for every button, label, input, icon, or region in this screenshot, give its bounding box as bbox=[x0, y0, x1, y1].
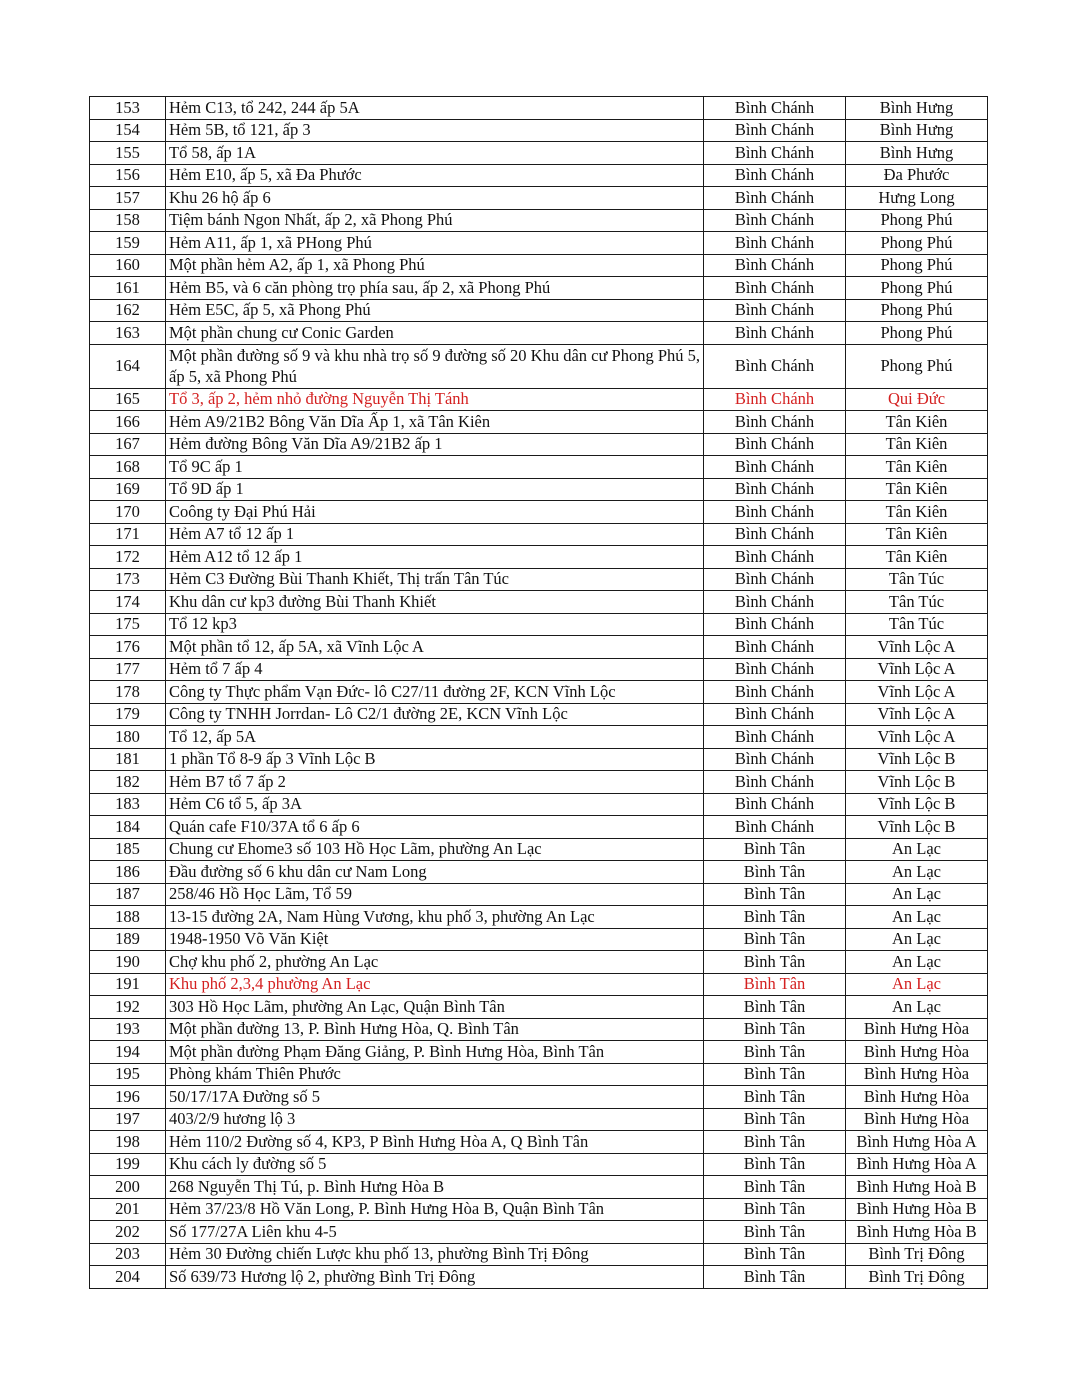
table-row bbox=[90, 591, 988, 614]
district-cell: Bình Chánh bbox=[704, 501, 846, 524]
ward-cell: Bình Hưng Hòa A bbox=[846, 1153, 988, 1176]
ward-cell: Bình Hưng Hòa bbox=[846, 1018, 988, 1041]
table-row bbox=[90, 726, 988, 749]
row-number-cell: 162 bbox=[90, 299, 166, 322]
ward-cell: Vĩnh Lộc A bbox=[846, 681, 988, 704]
ward-cell: Bình Trị Đông bbox=[846, 1243, 988, 1266]
ward-cell: Tân Kiên bbox=[846, 523, 988, 546]
address-cell: Khu 26 hộ ấp 6 bbox=[166, 187, 704, 210]
district-cell: Bình Chánh bbox=[704, 703, 846, 726]
row-number-cell: 154 bbox=[90, 119, 166, 142]
district-cell: Bình Tân bbox=[704, 1153, 846, 1176]
table-row bbox=[90, 658, 988, 681]
district-cell: Bình Chánh bbox=[704, 411, 846, 434]
table-row bbox=[90, 973, 988, 996]
ward-cell: Bình Hưng bbox=[846, 142, 988, 165]
address-cell: Công ty Thực phẩm Vạn Đức- lô C27/11 đường 2F, KCN Vĩnh Lộc bbox=[166, 681, 704, 704]
address-cell: Chung cư Ehome3 số 103 Hồ Học Lãm, phường An Lạc bbox=[166, 838, 704, 861]
address-cell: Hẻm B7 tổ 7 ấp 2 bbox=[166, 771, 704, 794]
table-row bbox=[90, 299, 988, 322]
address-cell: Tổ 9C ấp 1 bbox=[166, 456, 704, 479]
district-cell: Bình Tân bbox=[704, 1018, 846, 1041]
address-cell: Công ty TNHH Jorrdan- Lô C2/1 đường 2E, KCN Vĩnh Lộc bbox=[166, 703, 704, 726]
district-cell: Bình Tân bbox=[704, 1131, 846, 1154]
address-cell: Hẻm 37/23/8 Hồ Văn Long, P. Bình Hưng Hòa B, Quận Bình Tân bbox=[166, 1198, 704, 1221]
row-number-cell: 171 bbox=[90, 523, 166, 546]
table-row bbox=[90, 1131, 988, 1154]
ward-cell: Vĩnh Lộc B bbox=[846, 816, 988, 839]
address-cell: Một phần đường 13, P. Bình Hưng Hòa, Q. Bình Tân bbox=[166, 1018, 704, 1041]
address-cell: Hẻm E5C, ấp 5, xã Phong Phú bbox=[166, 299, 704, 322]
table-row bbox=[90, 636, 988, 659]
district-cell: Bình Chánh bbox=[704, 142, 846, 165]
district-cell: Bình Tân bbox=[704, 996, 846, 1019]
table-row bbox=[90, 1018, 988, 1041]
table-row bbox=[90, 1198, 988, 1221]
address-cell: 1948-1950 Võ Văn Kiệt bbox=[166, 928, 704, 951]
address-cell: Chợ khu phố 2, phường An Lạc bbox=[166, 951, 704, 974]
row-number-cell: 199 bbox=[90, 1153, 166, 1176]
ward-cell: Tân Kiên bbox=[846, 433, 988, 456]
district-cell: Bình Tân bbox=[704, 973, 846, 996]
table-row bbox=[90, 254, 988, 277]
row-number-cell: 186 bbox=[90, 861, 166, 884]
district-cell: Bình Tân bbox=[704, 883, 846, 906]
ward-cell: Bình Hưng bbox=[846, 119, 988, 142]
address-cell: Một phần chung cư Conic Garden bbox=[166, 322, 704, 345]
ward-cell: Bình Hưng bbox=[846, 97, 988, 120]
ward-cell: Tân Kiên bbox=[846, 478, 988, 501]
address-cell: Hẻm B5, và 6 căn phòng trọ phía sau, ấp 2, xã Phong Phú bbox=[166, 277, 704, 300]
ward-cell: Bình Hưng Hòa bbox=[846, 1108, 988, 1131]
district-cell: Bình Tân bbox=[704, 1063, 846, 1086]
district-cell: Bình Tân bbox=[704, 1221, 846, 1244]
address-cell: Hẻm 110/2 Đường số 4, KP3, P Bình Hưng Hòa A, Q Bình Tân bbox=[166, 1131, 704, 1154]
row-number-cell: 155 bbox=[90, 142, 166, 165]
address-cell: Một phần đường số 9 và khu nhà trọ số 9 đường số 20 Khu dân cư Phong Phú 5, ấp 5, xã Phong Phú bbox=[166, 344, 704, 388]
ward-cell: Hưng Long bbox=[846, 187, 988, 210]
district-cell: Bình Chánh bbox=[704, 456, 846, 479]
address-cell: Tổ 12 kp3 bbox=[166, 613, 704, 636]
ward-cell: An Lạc bbox=[846, 883, 988, 906]
ward-cell: Bình Hưng Hòa A bbox=[846, 1131, 988, 1154]
ward-cell: Bình Hưng Hoà B bbox=[846, 1176, 988, 1199]
row-number-cell: 170 bbox=[90, 501, 166, 524]
table-row bbox=[90, 164, 988, 187]
ward-cell: Tân Túc bbox=[846, 568, 988, 591]
row-number-cell: 200 bbox=[90, 1176, 166, 1199]
row-number-cell: 177 bbox=[90, 658, 166, 681]
row-number-cell: 179 bbox=[90, 703, 166, 726]
address-cell: Quán cafe F10/37A tổ 6 ấp 6 bbox=[166, 816, 704, 839]
district-cell: Bình Chánh bbox=[704, 681, 846, 704]
table-row bbox=[90, 1041, 988, 1064]
ward-cell: An Lạc bbox=[846, 928, 988, 951]
row-number-cell: 191 bbox=[90, 973, 166, 996]
ward-cell: Tân Túc bbox=[846, 591, 988, 614]
district-cell: Bình Chánh bbox=[704, 591, 846, 614]
address-cell: Tổ 58, ấp 1A bbox=[166, 142, 704, 165]
address-cell: 258/46 Hồ Học Lãm, Tổ 59 bbox=[166, 883, 704, 906]
district-cell: Bình Chánh bbox=[704, 187, 846, 210]
address-cell: Số 177/27A Liên khu 4-5 bbox=[166, 1221, 704, 1244]
row-number-cell: 160 bbox=[90, 254, 166, 277]
row-number-cell: 178 bbox=[90, 681, 166, 704]
ward-cell: Vĩnh Lộc B bbox=[846, 793, 988, 816]
table-row bbox=[90, 1086, 988, 1109]
district-cell: Bình Chánh bbox=[704, 344, 846, 388]
row-number-cell: 166 bbox=[90, 411, 166, 434]
row-number-cell: 184 bbox=[90, 816, 166, 839]
district-cell: Bình Chánh bbox=[704, 388, 846, 411]
row-number-cell: 204 bbox=[90, 1266, 166, 1289]
table-row bbox=[90, 411, 988, 434]
table-row bbox=[90, 838, 988, 861]
table-row bbox=[90, 771, 988, 794]
row-number-cell: 193 bbox=[90, 1018, 166, 1041]
table-row bbox=[90, 1176, 988, 1199]
ward-cell: Phong Phú bbox=[846, 344, 988, 388]
address-cell: Khu phố 2,3,4 phường An Lạc bbox=[166, 973, 704, 996]
address-cell: Phòng khám Thiên Phước bbox=[166, 1063, 704, 1086]
address-cell: Hẻm 30 Đường chiến Lược khu phố 13, phường Bình Trị Đông bbox=[166, 1243, 704, 1266]
district-cell: Bình Tân bbox=[704, 1041, 846, 1064]
district-cell: Bình Chánh bbox=[704, 658, 846, 681]
ward-cell: Bình Hưng Hòa bbox=[846, 1063, 988, 1086]
district-cell: Bình Chánh bbox=[704, 254, 846, 277]
row-number-cell: 172 bbox=[90, 546, 166, 569]
table-row bbox=[90, 187, 988, 210]
district-cell: Bình Chánh bbox=[704, 478, 846, 501]
address-cell: Một phần tổ 12, ấp 5A, xã Vĩnh Lộc A bbox=[166, 636, 704, 659]
address-cell: Tiệm bánh Ngon Nhất, ấp 2, xã Phong Phú bbox=[166, 209, 704, 232]
ward-cell: Bình Hưng Hòa B bbox=[846, 1198, 988, 1221]
district-cell: Bình Tân bbox=[704, 861, 846, 884]
table-row bbox=[90, 546, 988, 569]
ward-cell: Tân Kiên bbox=[846, 501, 988, 524]
row-number-cell: 196 bbox=[90, 1086, 166, 1109]
table-row bbox=[90, 861, 988, 884]
district-cell: Bình Tân bbox=[704, 951, 846, 974]
table-row bbox=[90, 703, 988, 726]
address-cell: 303 Hồ Học Lãm, phường An Lạc, Quận Bình Tân bbox=[166, 996, 704, 1019]
address-cell: Hẻm đường Bông Văn Dĩa A9/21B2 ấp 1 bbox=[166, 433, 704, 456]
district-cell: Bình Chánh bbox=[704, 277, 846, 300]
table-row bbox=[90, 142, 988, 165]
row-number-cell: 190 bbox=[90, 951, 166, 974]
row-number-cell: 192 bbox=[90, 996, 166, 1019]
ward-cell: Vĩnh Lộc B bbox=[846, 748, 988, 771]
row-number-cell: 167 bbox=[90, 433, 166, 456]
district-cell: Bình Chánh bbox=[704, 613, 846, 636]
table-row bbox=[90, 748, 988, 771]
ward-cell: An Lạc bbox=[846, 906, 988, 929]
district-cell: Bình Chánh bbox=[704, 164, 846, 187]
address-cell: Tổ 9D ấp 1 bbox=[166, 478, 704, 501]
address-table bbox=[89, 96, 988, 1289]
row-number-cell: 180 bbox=[90, 726, 166, 749]
address-cell: Hẻm A7 tổ 12 ấp 1 bbox=[166, 523, 704, 546]
ward-cell: An Lạc bbox=[846, 996, 988, 1019]
row-number-cell: 153 bbox=[90, 97, 166, 120]
row-number-cell: 183 bbox=[90, 793, 166, 816]
district-cell: Bình Chánh bbox=[704, 748, 846, 771]
table-row bbox=[90, 344, 988, 388]
district-cell: Bình Tân bbox=[704, 1198, 846, 1221]
district-cell: Bình Tân bbox=[704, 1086, 846, 1109]
row-number-cell: 174 bbox=[90, 591, 166, 614]
ward-cell: Vĩnh Lộc A bbox=[846, 658, 988, 681]
district-cell: Bình Tân bbox=[704, 838, 846, 861]
table-row bbox=[90, 1153, 988, 1176]
table-row bbox=[90, 1063, 988, 1086]
row-number-cell: 176 bbox=[90, 636, 166, 659]
row-number-cell: 181 bbox=[90, 748, 166, 771]
row-number-cell: 159 bbox=[90, 232, 166, 255]
district-cell: Bình Chánh bbox=[704, 97, 846, 120]
row-number-cell: 188 bbox=[90, 906, 166, 929]
row-number-cell: 185 bbox=[90, 838, 166, 861]
address-cell: Hẻm A9/21B2 Bông Văn Dĩa Ấp 1, xã Tân Kiên bbox=[166, 411, 704, 434]
table-row bbox=[90, 951, 988, 974]
row-number-cell: 195 bbox=[90, 1063, 166, 1086]
address-cell: Khu cách ly đường số 5 bbox=[166, 1153, 704, 1176]
address-cell: 1 phần Tổ 8-9 ấp 3 Vĩnh Lộc B bbox=[166, 748, 704, 771]
ward-cell: Tân Kiên bbox=[846, 456, 988, 479]
district-cell: Bình Chánh bbox=[704, 232, 846, 255]
table-row bbox=[90, 1221, 988, 1244]
ward-cell: Bình Hưng Hòa B bbox=[846, 1221, 988, 1244]
table-row bbox=[90, 613, 988, 636]
address-cell: Hẻm A12 tổ 12 ấp 1 bbox=[166, 546, 704, 569]
district-cell: Bình Chánh bbox=[704, 209, 846, 232]
ward-cell: Vĩnh Lộc A bbox=[846, 636, 988, 659]
row-number-cell: 194 bbox=[90, 1041, 166, 1064]
ward-cell: Phong Phú bbox=[846, 232, 988, 255]
district-cell: Bình Chánh bbox=[704, 568, 846, 591]
table-row bbox=[90, 523, 988, 546]
ward-cell: Phong Phú bbox=[846, 277, 988, 300]
table-row bbox=[90, 1266, 988, 1289]
row-number-cell: 203 bbox=[90, 1243, 166, 1266]
ward-cell: An Lạc bbox=[846, 951, 988, 974]
ward-cell: Phong Phú bbox=[846, 322, 988, 345]
row-number-cell: 157 bbox=[90, 187, 166, 210]
table-row bbox=[90, 478, 988, 501]
table-row bbox=[90, 433, 988, 456]
row-number-cell: 198 bbox=[90, 1131, 166, 1154]
district-cell: Bình Tân bbox=[704, 1108, 846, 1131]
ward-cell: Phong Phú bbox=[846, 299, 988, 322]
table-row bbox=[90, 456, 988, 479]
row-number-cell: 158 bbox=[90, 209, 166, 232]
district-cell: Bình Chánh bbox=[704, 299, 846, 322]
ward-cell: An Lạc bbox=[846, 838, 988, 861]
district-cell: Bình Tân bbox=[704, 1266, 846, 1289]
district-cell: Bình Tân bbox=[704, 1243, 846, 1266]
table-row bbox=[90, 501, 988, 524]
address-cell: Hẻm C3 Đường Bùi Thanh Khiết, Thị trấn Tân Túc bbox=[166, 568, 704, 591]
row-number-cell: 197 bbox=[90, 1108, 166, 1131]
ward-cell: Phong Phú bbox=[846, 209, 988, 232]
district-cell: Bình Chánh bbox=[704, 726, 846, 749]
row-number-cell: 187 bbox=[90, 883, 166, 906]
row-number-cell: 169 bbox=[90, 478, 166, 501]
ward-cell: Tân Túc bbox=[846, 613, 988, 636]
row-number-cell: 156 bbox=[90, 164, 166, 187]
row-number-cell: 202 bbox=[90, 1221, 166, 1244]
table-row bbox=[90, 232, 988, 255]
district-cell: Bình Chánh bbox=[704, 771, 846, 794]
table-row bbox=[90, 97, 988, 120]
district-cell: Bình Chánh bbox=[704, 636, 846, 659]
row-number-cell: 182 bbox=[90, 771, 166, 794]
address-cell: 268 Nguyễn Thị Tú, p. Bình Hưng Hòa B bbox=[166, 1176, 704, 1199]
row-number-cell: 161 bbox=[90, 277, 166, 300]
ward-cell: Qui Đức bbox=[846, 388, 988, 411]
address-cell: Tổ 3, ấp 2, hẻm nhỏ đường Nguyễn Thị Tánh bbox=[166, 388, 704, 411]
table-row bbox=[90, 1108, 988, 1131]
address-cell: Tổ 12, ấp 5A bbox=[166, 726, 704, 749]
row-number-cell: 165 bbox=[90, 388, 166, 411]
table-row bbox=[90, 906, 988, 929]
table-row bbox=[90, 1243, 988, 1266]
address-cell: Số 639/73 Hương lộ 2, phường Bình Trị Đông bbox=[166, 1266, 704, 1289]
district-cell: Bình Chánh bbox=[704, 793, 846, 816]
row-number-cell: 164 bbox=[90, 344, 166, 388]
address-cell: Hẻm E10, ấp 5, xã Đa Phước bbox=[166, 164, 704, 187]
district-cell: Bình Chánh bbox=[704, 546, 846, 569]
table-row bbox=[90, 883, 988, 906]
address-cell: 403/2/9 hương lộ 3 bbox=[166, 1108, 704, 1131]
address-cell: Hẻm 5B, tổ 121, ấp 3 bbox=[166, 119, 704, 142]
address-cell: 50/17/17A Đường số 5 bbox=[166, 1086, 704, 1109]
ward-cell: Phong Phú bbox=[846, 254, 988, 277]
ward-cell: Vĩnh Lộc A bbox=[846, 726, 988, 749]
table-row bbox=[90, 996, 988, 1019]
ward-cell: Bình Hưng Hòa bbox=[846, 1041, 988, 1064]
address-cell: Hẻm A11, ấp 1, xã PHong Phú bbox=[166, 232, 704, 255]
table-row bbox=[90, 793, 988, 816]
district-cell: Bình Chánh bbox=[704, 816, 846, 839]
address-cell: Coông ty Đại Phú Hải bbox=[166, 501, 704, 524]
address-cell: 13-15 đường 2A, Nam Hùng Vương, khu phố 3, phường An Lạc bbox=[166, 906, 704, 929]
district-cell: Bình Chánh bbox=[704, 433, 846, 456]
row-number-cell: 201 bbox=[90, 1198, 166, 1221]
table-row bbox=[90, 568, 988, 591]
ward-cell: Đa Phước bbox=[846, 164, 988, 187]
ward-cell: Tân Kiên bbox=[846, 411, 988, 434]
table-row bbox=[90, 209, 988, 232]
ward-cell: An Lạc bbox=[846, 861, 988, 884]
district-cell: Bình Chánh bbox=[704, 523, 846, 546]
address-cell: Hẻm tổ 7 ấp 4 bbox=[166, 658, 704, 681]
address-cell: Khu dân cư kp3 đường Bùi Thanh Khiết bbox=[166, 591, 704, 614]
row-number-cell: 173 bbox=[90, 568, 166, 591]
table-row bbox=[90, 816, 988, 839]
ward-cell: Bình Trị Đông bbox=[846, 1266, 988, 1289]
row-number-cell: 163 bbox=[90, 322, 166, 345]
ward-cell: Vĩnh Lộc B bbox=[846, 771, 988, 794]
ward-cell: Vĩnh Lộc A bbox=[846, 703, 988, 726]
row-number-cell: 189 bbox=[90, 928, 166, 951]
ward-cell: An Lạc bbox=[846, 973, 988, 996]
address-cell: Hẻm C6 tổ 5, ấp 3A bbox=[166, 793, 704, 816]
row-number-cell: 175 bbox=[90, 613, 166, 636]
district-cell: Bình Tân bbox=[704, 928, 846, 951]
address-cell: Hẻm C13, tổ 242, 244 ấp 5A bbox=[166, 97, 704, 120]
ward-cell: Bình Hưng Hòa bbox=[846, 1086, 988, 1109]
address-cell: Một phần đường Phạm Đăng Giảng, P. Bình Hưng Hòa, Bình Tân bbox=[166, 1041, 704, 1064]
district-cell: Bình Chánh bbox=[704, 322, 846, 345]
table-row bbox=[90, 928, 988, 951]
address-cell: Một phần hẻm A2, ấp 1, xã Phong Phú bbox=[166, 254, 704, 277]
district-cell: Bình Chánh bbox=[704, 119, 846, 142]
table-row bbox=[90, 277, 988, 300]
table-row bbox=[90, 681, 988, 704]
address-cell: Đầu đường số 6 khu dân cư Nam Long bbox=[166, 861, 704, 884]
address-table-body bbox=[90, 97, 988, 1289]
district-cell: Bình Tân bbox=[704, 1176, 846, 1199]
district-cell: Bình Tân bbox=[704, 906, 846, 929]
table-row bbox=[90, 119, 988, 142]
table-row bbox=[90, 322, 988, 345]
table-row bbox=[90, 388, 988, 411]
ward-cell: Tân Kiên bbox=[846, 546, 988, 569]
row-number-cell: 168 bbox=[90, 456, 166, 479]
